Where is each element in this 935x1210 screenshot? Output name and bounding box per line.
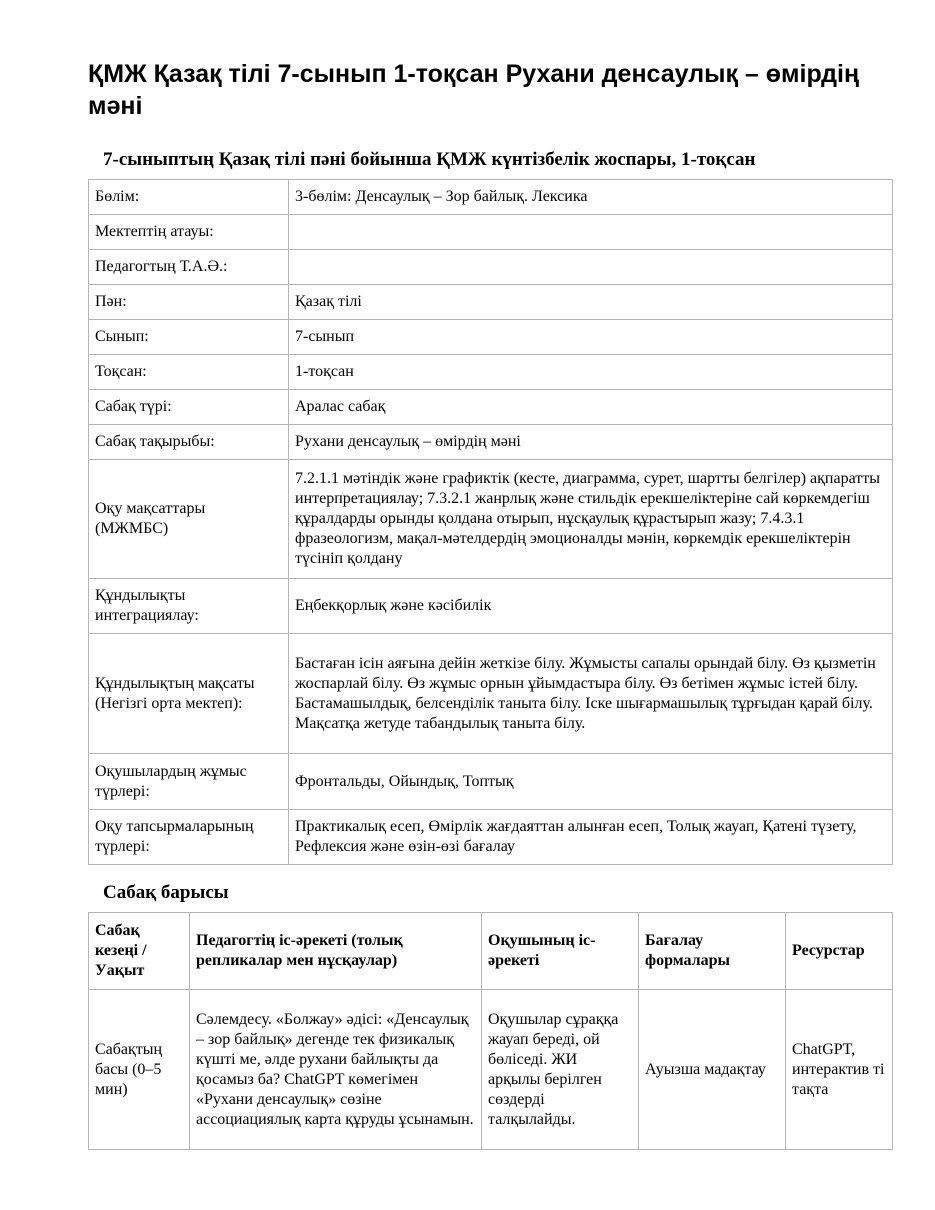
table-row [89,320,893,355]
info-label: Сынып: [89,320,289,355]
document-title: ҚМЖ Қазақ тілі 7-сынып 1-тоқсан Рухани денсаулық – өмірдің мәні [88,60,860,120]
info-label: Оқу мақсаттары (МЖМБС) [89,460,289,579]
column-header-student-activity: Оқушының іс-әрекеті [482,913,639,990]
info-value [289,250,893,285]
info-value: Практикалық есеп, Өмірлік жағдаяттан алынған есеп, Толық жауап, Қатені түзету, Рефлексия және өзін-өзі бағалау [289,810,893,865]
table-row [89,250,893,285]
info-label: Оқушылардың жұмыс түрлері: [89,754,289,810]
table-row [89,460,893,579]
column-header-assessment: Бағалау формалары [639,913,786,990]
table-row [89,754,893,810]
table-row [89,215,893,250]
info-label: Бөлім: [89,180,289,215]
info-value: Қазақ тілі [289,285,893,320]
info-value [289,215,893,250]
lesson-progress-table [88,912,893,1150]
table-header-row [89,913,893,990]
table-row [89,390,893,425]
info-value: Фронтальды, Ойындық, Топтық [289,754,893,810]
info-label: Мектептің атауы: [89,215,289,250]
teacher-activity-cell: Сәлемдесу. «Болжау» әдісі: «Денсаулық – зор байлық» дегенде тек физикалық күшті ме, әлде рухани байлықты да қосамыз ба? ChatGPT көмегімен «Рухани денсаулық» сөзіне ассоциациялық карта құруды ұсынамын. [190,990,482,1150]
lesson-progress-heading: Сабақ барысы [103,882,229,903]
table-row [89,579,893,634]
table-row [89,810,893,865]
info-label: Сабақ түрі: [89,390,289,425]
info-label: Сабақ тақырыбы: [89,425,289,460]
info-value: 7.2.1.1 мәтіндік және графиктік (кесте, диаграмма, сурет, шартты белгілер) ақпаратты интерпретациялау; 7.3.2.1 жанрлық және стильдік ерекшеліктеріне сай көркемдегіш құралдарды орынды қолдана отырып, нұсқаулық құрастырып жазу; 7.4.3.1 фразеологизм, мақал-мәтелдердің эмоционалды мәнін, көркемдік ерекшеліктерін түсініп қолдану [289,460,893,579]
info-value: Еңбекқорлық және кәсібилік [289,579,893,634]
info-value: 1-тоқсан [289,355,893,390]
assessment-cell: Ауызша мадақтау [639,990,786,1150]
info-label: Пән: [89,285,289,320]
lesson-info-table [88,179,893,865]
info-value: Бастаған ісін аяғына дейін жеткізе білу. Жұмысты сапалы орындай білу. Өз қызметін жоспарлай білу. Өз жұмыс орнын ұйымдастыра білу. Өз бетімен жұмыс істей білу. Бастамашылдық, белсенділік таныта білу. Іске шығармашылық тұрғыдан қарай білу. Мақсатқа жетуде табандылық таныта білу. [289,634,893,754]
info-value: 3-бөлім: Денсаулық – Зор байлық. Лексика [289,180,893,215]
info-value: Рухани денсаулық – өмірдің мәні [289,425,893,460]
info-value: 7-сынып [289,320,893,355]
table-row [89,425,893,460]
resources-cell: ChatGPT, интерактив ті тақта [786,990,893,1150]
info-label: Педагогтың Т.А.Ә.: [89,250,289,285]
lesson-stage-cell: Сабақтың басы (0–5 мин) [89,990,190,1150]
info-label: Оқу тапсырмаларының түрлері: [89,810,289,865]
column-header-teacher-activity: Педагогтің іс-әрекеті (толық репликалар мен нұсқаулар) [190,913,482,990]
student-activity-cell: Оқушылар сұраққа жауап береді, ой бөліседі. ЖИ арқылы берілген сөздерді талқылайды. [482,990,639,1150]
table-row [89,355,893,390]
plan-subtitle: 7-сыныптың Қазақ тілі пәні бойынша ҚМЖ күнтізбелік жоспары, 1-тоқсан [103,149,756,170]
table-row [89,285,893,320]
info-label: Құндылықтың мақсаты (Негізгі орта мектеп): [89,634,289,754]
column-header-stage: Сабақ кезеңі / Уақыт [89,913,190,990]
column-header-resources: Ресурстар [786,913,893,990]
table-row [89,180,893,215]
info-value: Аралас сабақ [289,390,893,425]
info-label: Тоқсан: [89,355,289,390]
info-label: Құндылықты интеграциялау: [89,579,289,634]
table-row [89,990,893,1150]
table-row [89,634,893,754]
